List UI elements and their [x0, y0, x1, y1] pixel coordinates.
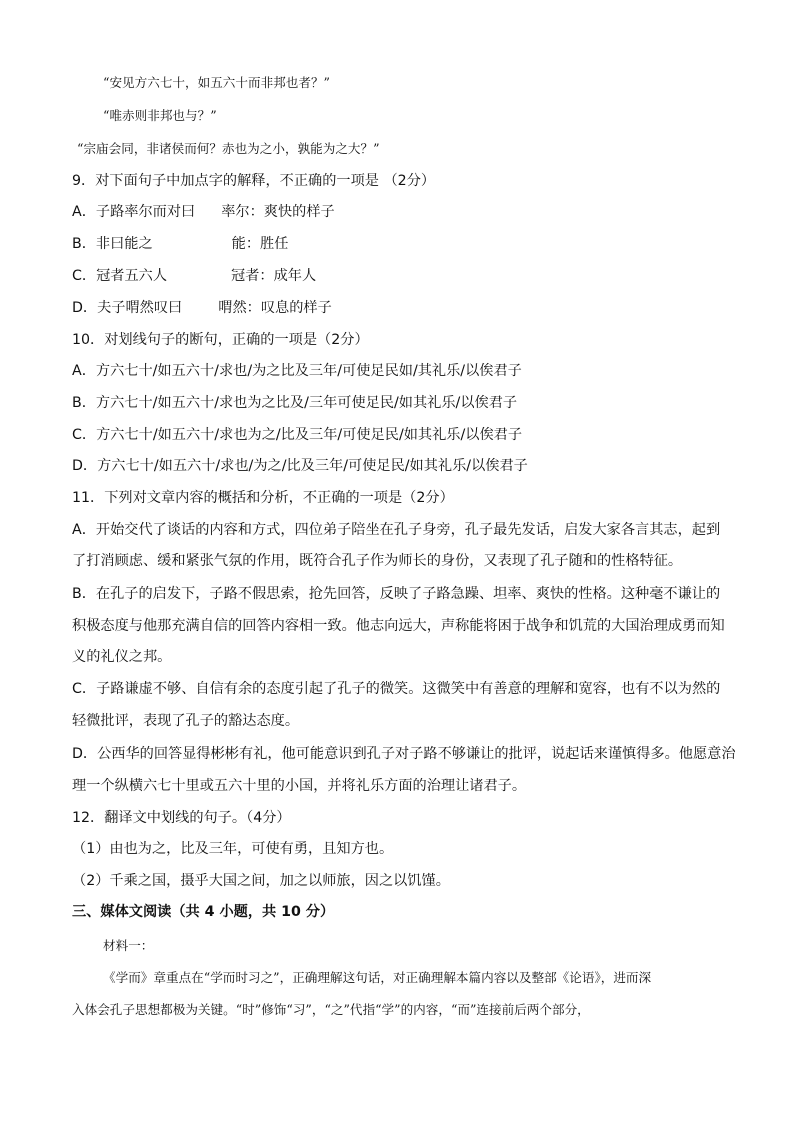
quote-line-2: “唯赤则非邦也与？”: [103, 108, 217, 123]
q11-line: 理一个纵横六七十里或五六十里的小国，并将礼乐方面的治理让诸君子。: [72, 778, 527, 794]
quote-line-3: “宗庙会同，非诸侯而何？赤也为之小，孰能为之大？”: [77, 141, 380, 156]
q11-line: B．在孔子的启发下，子路不假思索，抢先回答，反映了子路急躁、坦率、爽快的性格。这种毫不谦让的: [72, 586, 721, 602]
q9-option-c-gloss: 冠者：成年人: [231, 268, 317, 284]
section-3-heading: 三、媒体文阅读（共 4 小题，共 10 分）: [72, 904, 335, 920]
q11-line: 轻微批评，表现了孔子的豁达态度。: [72, 713, 300, 729]
q9-option-d-gloss: 喟然：叹息的样子: [218, 300, 332, 316]
q10-option-b: B．方六七十/如五六十/求也为之比及/三年可使足民/如其礼乐/以俟君子: [72, 395, 518, 411]
q9-stem: 9．对下面句子中加点字的解释，不正确的一项是 （2分）: [72, 173, 436, 189]
q9-option-d: [72, 299, 332, 317]
q11-stem: 11．下列对文章内容的概括和分析，不正确的一项是（2分）: [72, 490, 454, 506]
q9-option-d-sentence: D．夫子喟然叹曰: [72, 300, 183, 316]
q10-option-c: C．方六七十/如五六十/求也为之/比及三年/可使足民/如其礼乐/以俟君子: [72, 427, 523, 443]
material-1-label: 材料一：: [103, 938, 154, 953]
q11-line: D．公西华的回答显得彬彬有礼，他可能意识到孔子对子路不够谦让的批评，说起话来谨慎得多。他愿意治: [72, 746, 736, 762]
q10-option-a: A．方六七十/如五六十/求也/为之比及三年/可使足民如/其礼乐/以俟君子: [72, 363, 522, 379]
q9-option-a-gloss: 率尔：爽快的样子: [221, 204, 335, 220]
q9-option-b-gloss: 能：胜任: [231, 236, 289, 252]
q12-item-1: （1）由也为之，比及三年，可使有勇，且知方也。: [72, 841, 394, 857]
q9-option-b: [72, 235, 288, 253]
q9-option-a: [72, 203, 335, 221]
q12-stem: 12．翻译文中划线的句子。（4分）: [72, 810, 291, 826]
q11-line: 积极态度与他那充满自信的回答内容相一致。他志向远大，声称能将困于战争和饥荒的大国治理成勇而知: [72, 618, 725, 634]
q11-line: 了打消顾虑、缓和紧张气氛的作用，既符合孔子作为师长的身份，又表现了孔子随和的性格特征。: [72, 553, 683, 569]
q11-line: A．开始交代了谈话的内容和方式，四位弟子陪坐在孔子身旁，孔子最先发话，启发大家各言其志，起到: [72, 522, 721, 538]
quote-line-1: “安见方六七十，如五六十而非邦也者？”: [103, 75, 330, 90]
q12-item-2: （2）千乘之国，摄乎大国之间，加之以师旅，因之以饥馑。: [72, 873, 450, 889]
q9-option-a-sentence: A．子路率尔而对曰: [72, 204, 196, 220]
q10-option-d: D．方六七十/如五六十/求也/为之/比及三年/可使足民/如其礼乐/以俟君子: [72, 458, 528, 474]
q9-option-b-sentence: B．非曰能之: [72, 236, 153, 252]
q10-stem: 10．对划线句子的断句，正确的一项是（2分）: [72, 332, 369, 348]
q9-option-c: [72, 267, 316, 285]
q11-line: C．子路谦虚不够、自信有余的态度引起了孔子的微笑。这微笑中有善意的理解和宽容，也有不以为然的: [72, 681, 721, 697]
q9-option-c-sentence: C．冠者五六人: [72, 268, 168, 284]
material-1-para-line: 《学而》章重点在“学而时习之”，正确理解这句话，对正确理解本篇内容以及整部《论语》，进而深: [103, 970, 652, 985]
q11-line: 义的礼仪之邦。: [72, 649, 172, 665]
material-1-para-line: 入体会孔子思想都极为关键。“时”修饰“习”，“之”代指“学”的内容，“而”连接前后两个部分，: [72, 1002, 590, 1017]
